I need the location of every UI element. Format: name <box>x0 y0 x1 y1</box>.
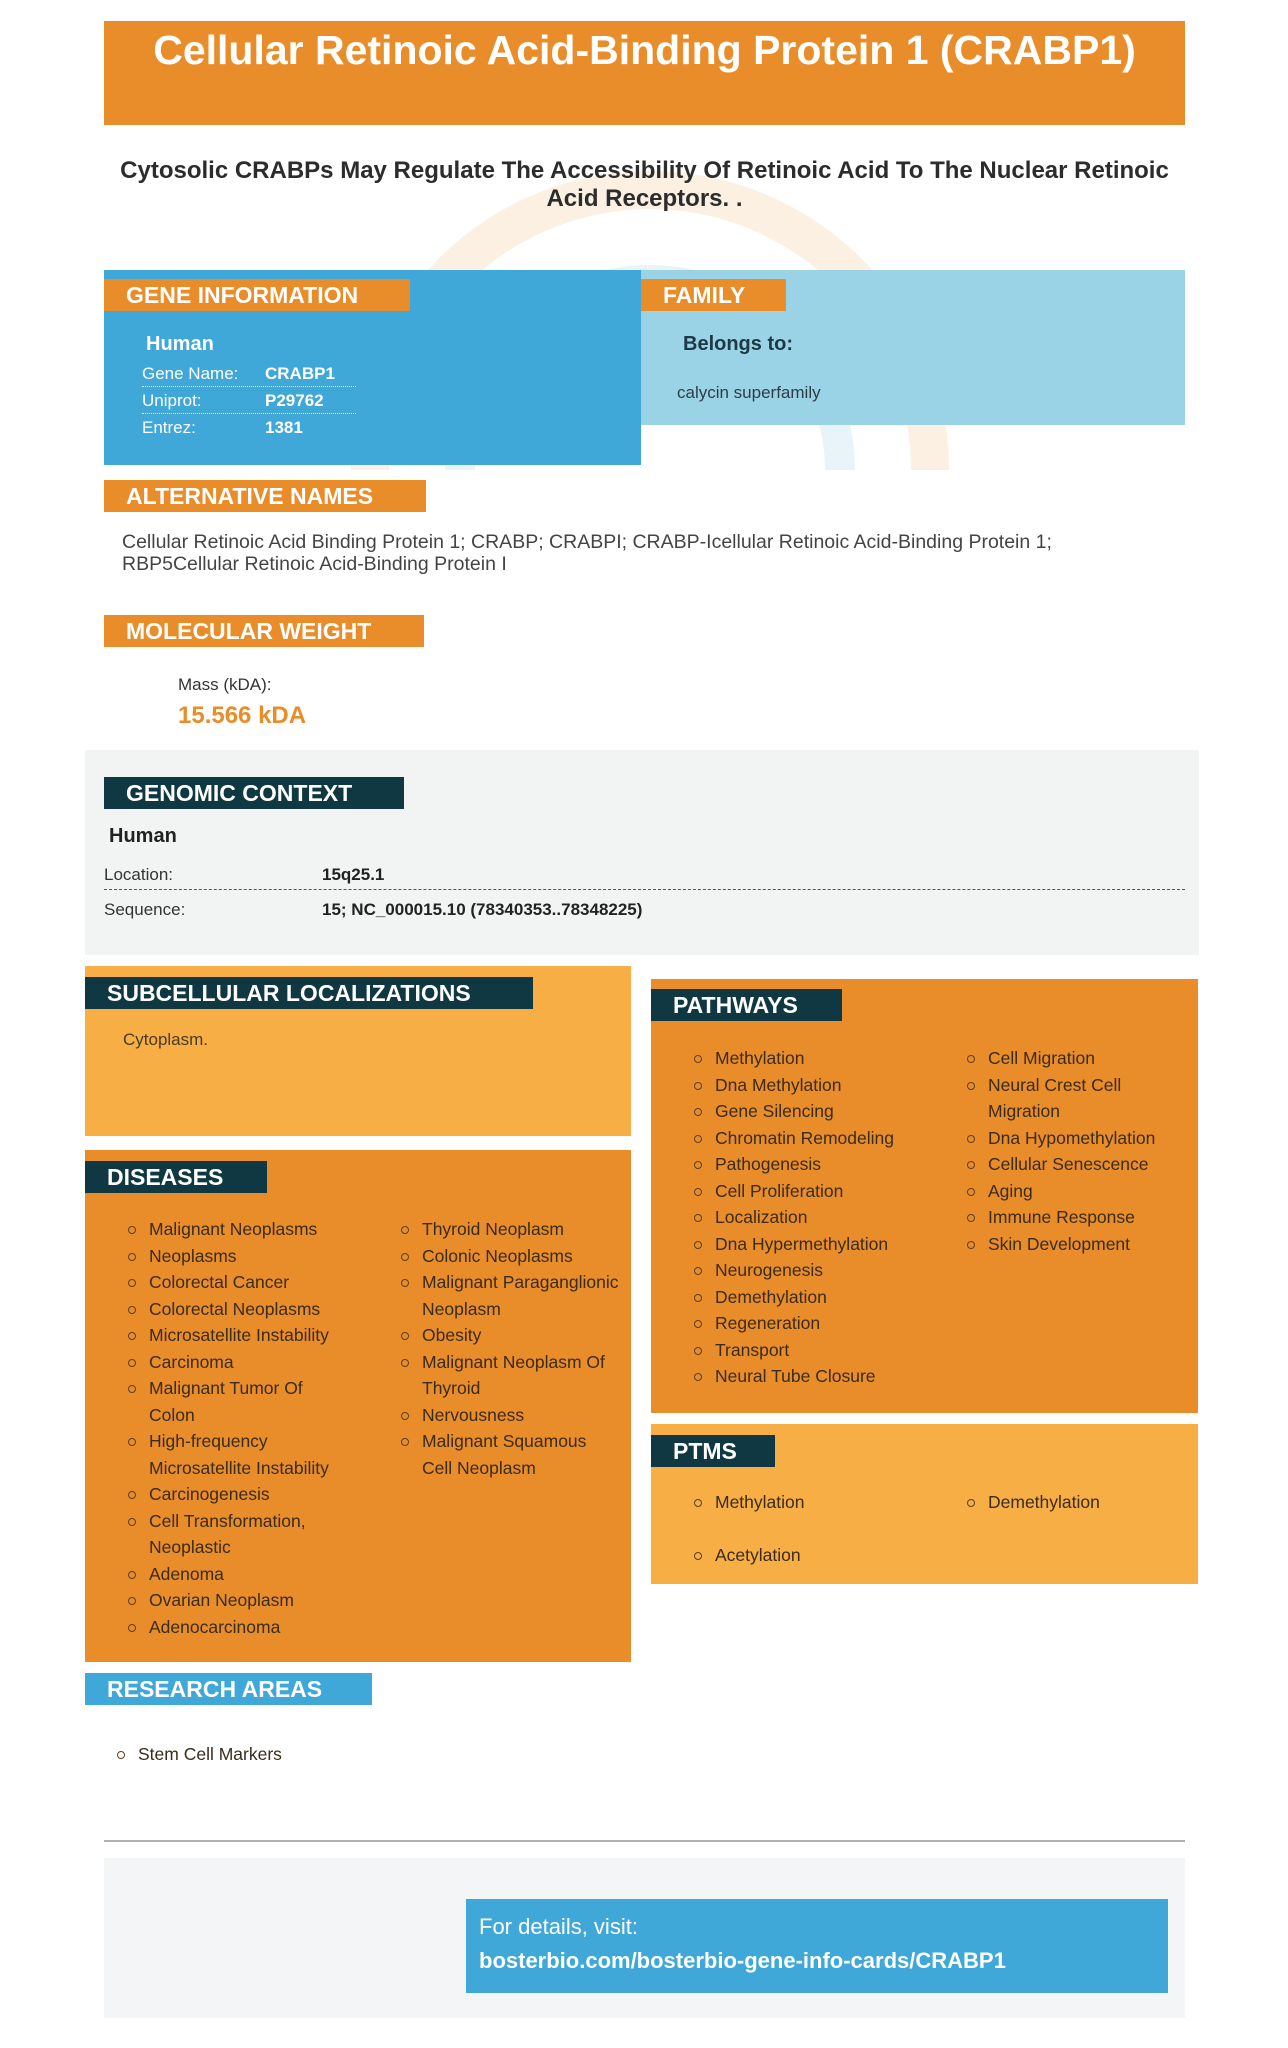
list-item: Obesity <box>400 1322 620 1349</box>
list-item: Aging <box>966 1178 1181 1205</box>
sequence-row <box>104 895 1185 925</box>
mass-value: 15.566 kDA <box>178 702 307 729</box>
list-item: Acetylation <box>693 1542 923 1569</box>
list-item: Immune Response <box>966 1204 1181 1231</box>
pathways-panel <box>651 979 1198 1413</box>
diseases-label: DISEASES <box>85 1161 267 1193</box>
ptms-list-col2 <box>966 1489 1181 1516</box>
gene-information-label: GENE INFORMATION <box>104 279 410 311</box>
ptms-label: PTMS <box>651 1435 775 1467</box>
entrez-row <box>142 414 356 441</box>
list-item: Dna Hypomethylation <box>966 1125 1181 1152</box>
pathways-label: PATHWAYS <box>651 989 842 1021</box>
subcellular-text: Cytoplasm. <box>123 1030 209 1049</box>
family-label: FAMILY <box>641 279 786 311</box>
list-item: High-frequency Microsatellite Instability <box>127 1428 337 1481</box>
list-item: Ovarian Neoplasm <box>127 1587 337 1614</box>
research-areas-label: RESEARCH AREAS <box>85 1673 372 1705</box>
footer-divider <box>104 1840 1185 1842</box>
list-item: Neurogenesis <box>693 1257 923 1284</box>
list-item: Neural Tube Closure <box>693 1363 923 1390</box>
list-item: Skin Development <box>966 1231 1181 1258</box>
gene-species: Human <box>146 333 214 355</box>
page-subtitle: Cytosolic CRABPs May Regulate The Accessibility Of Retinoic Acid To The Nuclear Retinoic Acid Receptors. . <box>120 157 1169 212</box>
mass-label: Mass (kDA): <box>178 675 272 694</box>
list-item: Cell Transformation, Neoplastic <box>127 1508 337 1561</box>
page-title: Cellular Retinoic Acid-Binding Protein 1 (CRABP1) <box>104 21 1185 125</box>
list-item: Demethylation <box>693 1284 923 1311</box>
list-item: Malignant Neoplasms <box>127 1216 337 1243</box>
gene-name-key: Gene Name: <box>142 364 239 383</box>
diseases-panel <box>85 1150 631 1662</box>
list-item: Gene Silencing <box>693 1098 923 1125</box>
list-item: Cell Proliferation <box>693 1178 923 1205</box>
gene-name-value: CRABP1 <box>265 364 335 383</box>
diseases-list-col2 <box>400 1216 620 1481</box>
belongs-to-label: Belongs to: <box>683 333 793 355</box>
list-item: Malignant Neoplasm Of Thyroid <box>400 1349 620 1402</box>
sequence-value: 15; NC_000015.10 (78340353..78348225) <box>322 900 643 919</box>
list-item: Methylation <box>693 1045 923 1072</box>
list-item: Malignant Squamous Cell Neoplasm <box>400 1428 620 1481</box>
list-item: Transport <box>693 1337 923 1364</box>
uniprot-key: Uniprot: <box>142 391 202 410</box>
list-item: Adenoma <box>127 1561 337 1588</box>
list-item: Colonic Neoplasms <box>400 1243 620 1270</box>
list-item: Colorectal Cancer <box>127 1269 337 1296</box>
entrez-value: 1381 <box>265 418 303 437</box>
list-item: Adenocarcinoma <box>127 1614 337 1641</box>
list-item: Microsatellite Instability <box>127 1322 337 1349</box>
diseases-list-col1 <box>127 1216 337 1640</box>
location-value: 15q25.1 <box>322 865 385 884</box>
list-item: Dna Methylation <box>693 1072 923 1099</box>
genomic-species: Human <box>109 825 177 847</box>
subcellular-label: SUBCELLULAR LOCALIZATIONS <box>85 977 533 1009</box>
molecular-weight-label: MOLECULAR WEIGHT <box>104 615 424 647</box>
pathways-list-col2 <box>966 1045 1181 1257</box>
research-areas-list <box>116 1741 516 1768</box>
list-item: Neoplasms <box>127 1243 337 1270</box>
list-item: Nervousness <box>400 1402 620 1429</box>
list-item: Chromatin Remodeling <box>693 1125 923 1152</box>
ptms-list-col1 <box>693 1489 923 1568</box>
list-item: Neural Crest Cell Migration <box>966 1072 1181 1125</box>
entrez-key: Entrez: <box>142 418 196 437</box>
details-url[interactable]: bosterbio.com/bosterbio-gene-info-cards/CRABP1 <box>479 1948 1006 1973</box>
list-item: Malignant Tumor Of Colon <box>127 1375 337 1428</box>
list-item: Carcinogenesis <box>127 1481 337 1508</box>
list-item: Localization <box>693 1204 923 1231</box>
alternative-names-label: ALTERNATIVE NAMES <box>104 480 426 512</box>
list-item: Cellular Senescence <box>966 1151 1181 1178</box>
list-item: Demethylation <box>966 1489 1181 1516</box>
list-item: Carcinoma <box>127 1349 337 1376</box>
list-item: Stem Cell Markers <box>116 1741 516 1768</box>
list-item: Methylation <box>693 1489 923 1516</box>
list-item: Regeneration <box>693 1310 923 1337</box>
list-item: Dna Hypermethylation <box>693 1231 923 1258</box>
pathways-list-col1 <box>693 1045 923 1390</box>
list-item: Cell Migration <box>966 1045 1181 1072</box>
alternative-names-text: Cellular Retinoic Acid Binding Protein 1; CRABP; CRABPI; CRABP-Icellular Retinoic Acid-Binding Protein 1; RBP5Cellular Retinoic Acid-Binding Protein I <box>122 531 1052 575</box>
details-link-box[interactable] <box>466 1899 1168 1993</box>
list-item: Thyroid Neoplasm <box>400 1216 620 1243</box>
details-intro: For details, visit: <box>479 1914 638 1939</box>
genomic-context-label: GENOMIC CONTEXT <box>104 777 404 809</box>
list-item: Pathogenesis <box>693 1151 923 1178</box>
uniprot-row <box>142 387 356 414</box>
location-key: Location: <box>104 865 173 884</box>
uniprot-value: P29762 <box>265 391 324 410</box>
gene-name-row <box>142 360 356 387</box>
list-item: Malignant Paraganglionic Neoplasm <box>400 1269 620 1322</box>
location-row <box>104 860 1185 890</box>
list-item: Colorectal Neoplasms <box>127 1296 337 1323</box>
sequence-key: Sequence: <box>104 900 186 919</box>
family-value: calycin superfamily <box>677 383 821 402</box>
